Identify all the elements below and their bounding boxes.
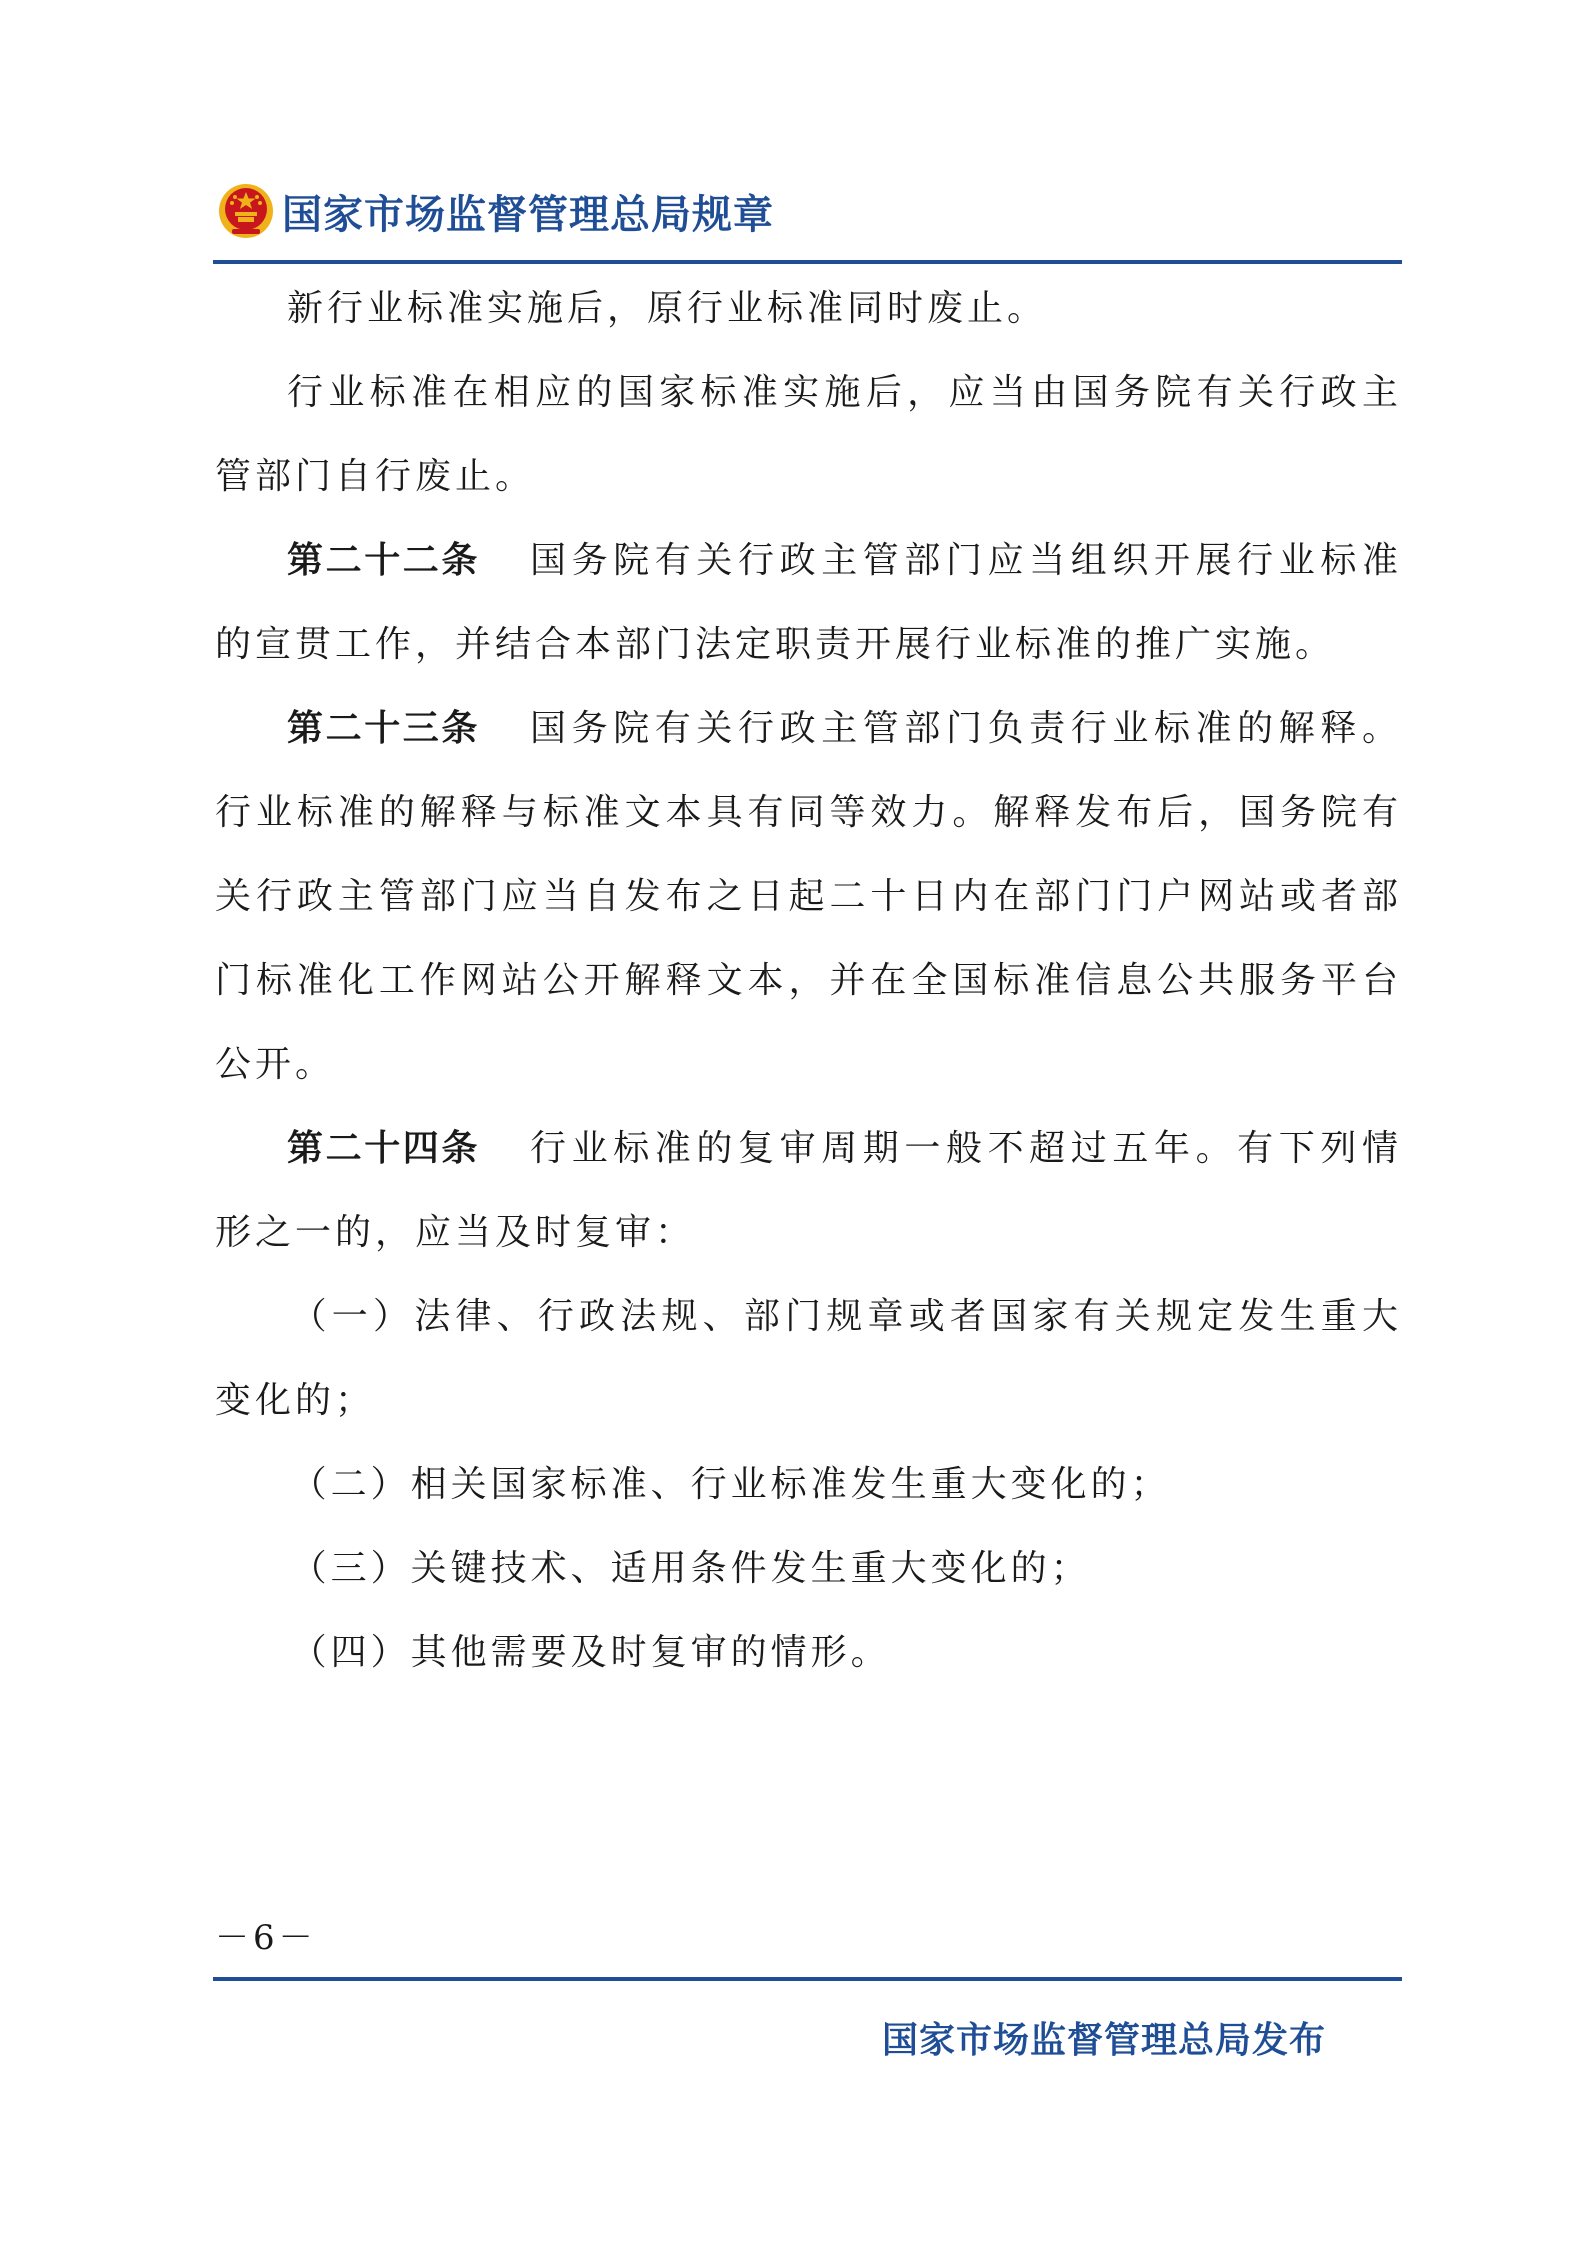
footer-divider [213,1977,1402,1981]
article-label: 第二十二条 [287,540,480,581]
list-item: （三）关键技术、适用条件发生重大变化的； [290,1548,1091,1589]
article-text: 国务院有关行政主管部门负责行业标准的解释。行业标准的解释与标准文本具有同等效力。解释发布后，国务院有关行政主管部门应当自发布之日起二十日内在部门门户网站或者部门标准化工作网站公开解释文本，并在全国标准信息公共服务平台公开。 [215,708,1402,1085]
list-item: （四）其他需要及时复审的情形。 [290,1632,891,1673]
paragraph: 行业标准在相应的国家标准实施后，应当由国务院有关行政主管部门自行废止。 [215,372,1402,497]
footer-publisher: 国家市场监督管理总局发布 [882,2020,1327,2061]
article-text: 行业标准的复审周期一般不超过五年。有下列情形之一的，应当及时复审： [215,1128,1402,1253]
article-label: 第二十四条 [287,1128,480,1169]
header-divider [213,260,1402,264]
article-24 [215,1107,1402,1275]
list-item: （二）相关国家标准、行业标准发生重大变化的； [290,1464,1171,1505]
article-text: 国务院有关行政主管部门应当组织开展行业标准的宣贯工作，并结合本部门法定职责开展行业标准的推广实施。 [215,540,1402,665]
article-23 [215,687,1402,1107]
page-number: －6－ [215,1918,317,1958]
header-title: 国家市场监督管理总局规章 [282,191,774,238]
page-header [218,178,774,244]
document-body [215,267,1402,1695]
article-22 [215,519,1402,687]
article-label: 第二十三条 [287,708,480,749]
paragraph: 新行业标准实施后，原行业标准同时废止。 [287,288,1048,329]
national-emblem-icon [218,183,274,239]
list-item: （一）法律、行政法规、部门规章或者国家有关规定发生重大变化的； [215,1296,1402,1421]
